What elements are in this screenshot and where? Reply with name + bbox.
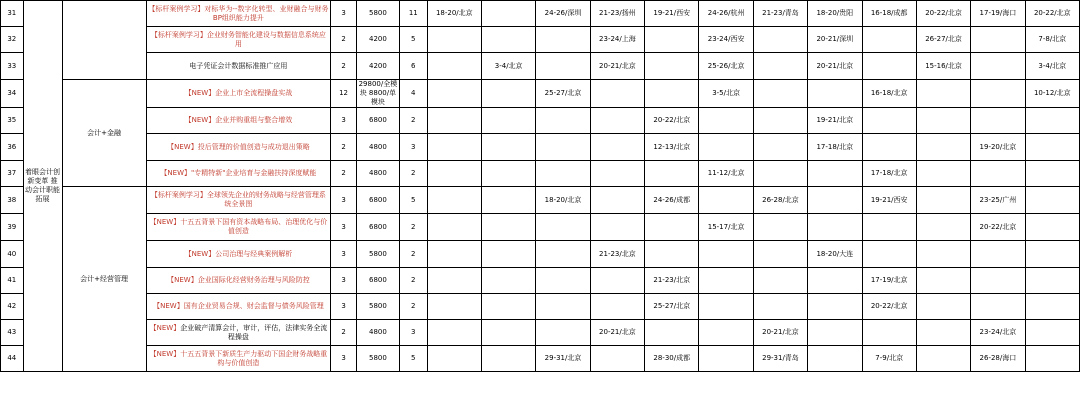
month-cell: 17-19/北京: [862, 268, 916, 294]
month-cell: 16-18/北京: [862, 80, 916, 108]
days: 2: [331, 320, 357, 346]
month-cell: [590, 187, 644, 214]
session-count: 3: [399, 320, 427, 346]
month-cell: 21-23/北京: [590, 241, 644, 268]
month-cell: [753, 268, 807, 294]
month-cell: [808, 346, 862, 372]
course-name: 【NEW】企业国际化经营财务治理与风险防控: [146, 268, 331, 294]
month-cell: 21-23/北京: [645, 268, 699, 294]
session-count: 6: [399, 53, 427, 80]
course-name: 【NEW】公司治理与经典案例解析: [146, 241, 331, 268]
month-cell: 17-18/北京: [808, 134, 862, 161]
month-cell: 20-22/北京: [916, 1, 970, 27]
month-cell: 23-24/北京: [971, 320, 1025, 346]
table-row: [1, 161, 1080, 187]
month-cell: 20-22/北京: [1025, 1, 1079, 27]
month-cell: [1025, 268, 1079, 294]
price: 6800: [356, 108, 399, 134]
row-index: 44: [1, 346, 24, 372]
course-name: 【标杆案例学习】企业财务智能化建设与数据信息系统应用: [146, 27, 331, 53]
month-cell: 28-30/成都: [645, 346, 699, 372]
month-cell: 26-27/北京: [916, 27, 970, 53]
month-cell: [699, 134, 753, 161]
month-cell: 23-24/西安: [699, 27, 753, 53]
price: 5800: [356, 346, 399, 372]
month-cell: [481, 187, 535, 214]
month-cell: 24-26/杭州: [699, 1, 753, 27]
month-cell: [753, 161, 807, 187]
group-label: 会计+金融: [62, 80, 146, 187]
month-cell: [753, 80, 807, 108]
month-cell: [590, 214, 644, 241]
month-cell: [753, 53, 807, 80]
month-cell: [427, 241, 481, 268]
month-cell: [481, 268, 535, 294]
row-index: 34: [1, 80, 24, 108]
month-cell: 24-26/深圳: [536, 1, 590, 27]
table-row: [1, 268, 1080, 294]
group-label: 会计+经营管理: [62, 187, 146, 372]
month-cell: [536, 320, 590, 346]
price: 5800: [356, 294, 399, 320]
month-cell: [916, 214, 970, 241]
course-name: 【NEW】企业上市全流程操盘实战: [146, 80, 331, 108]
month-cell: [862, 134, 916, 161]
table-row: [1, 108, 1080, 134]
month-cell: [862, 53, 916, 80]
course-name: 【标杆案例学习】全球领先企业的财务战略与经营管理系统全景图: [146, 187, 331, 214]
month-cell: [427, 346, 481, 372]
month-cell: [916, 268, 970, 294]
month-cell: [590, 108, 644, 134]
month-cell: [699, 187, 753, 214]
month-cell: [971, 80, 1025, 108]
session-count: 2: [399, 214, 427, 241]
month-cell: [916, 108, 970, 134]
price: 6800: [356, 268, 399, 294]
price: 4800: [356, 320, 399, 346]
month-cell: [536, 294, 590, 320]
month-cell: [536, 241, 590, 268]
days: 3: [331, 346, 357, 372]
table-row: [1, 187, 1080, 214]
month-cell: [753, 108, 807, 134]
row-index: 39: [1, 214, 24, 241]
month-cell: [971, 161, 1025, 187]
month-cell: [427, 27, 481, 53]
table-row: [1, 80, 1080, 108]
price: 4800: [356, 161, 399, 187]
month-cell: 3-4/北京: [481, 53, 535, 80]
month-cell: 18-20/大连: [808, 241, 862, 268]
row-index: 36: [1, 134, 24, 161]
month-cell: [481, 320, 535, 346]
row-index: 32: [1, 27, 24, 53]
group-cell-empty: [62, 1, 146, 80]
month-cell: [808, 80, 862, 108]
session-count: 3: [399, 134, 427, 161]
month-cell: [862, 241, 916, 268]
month-cell: [590, 161, 644, 187]
month-cell: 3-4/北京: [1025, 53, 1079, 80]
month-cell: 19-21/北京: [808, 108, 862, 134]
month-cell: [862, 214, 916, 241]
month-cell: [536, 161, 590, 187]
session-count: 5: [399, 27, 427, 53]
month-cell: [916, 294, 970, 320]
month-cell: [1025, 294, 1079, 320]
month-cell: [536, 214, 590, 241]
month-cell: 23-25/广州: [971, 187, 1025, 214]
row-index: 37: [1, 161, 24, 187]
month-cell: [427, 134, 481, 161]
month-cell: [1025, 320, 1079, 346]
price: 4200: [356, 27, 399, 53]
month-cell: [916, 346, 970, 372]
month-cell: [427, 80, 481, 108]
month-cell: [481, 161, 535, 187]
course-name: 【NEW】投后管理的价值创造与成功退出策略: [146, 134, 331, 161]
month-cell: 18-20/北京: [536, 187, 590, 214]
price: 6800: [356, 214, 399, 241]
month-cell: [971, 27, 1025, 53]
month-cell: 24-26/成都: [645, 187, 699, 214]
month-cell: [481, 108, 535, 134]
month-cell: [427, 294, 481, 320]
month-cell: [645, 80, 699, 108]
table-row: [1, 214, 1080, 241]
row-index: 38: [1, 187, 24, 214]
month-cell: [427, 320, 481, 346]
row-index: 41: [1, 268, 24, 294]
month-cell: [427, 268, 481, 294]
month-cell: [481, 80, 535, 108]
month-cell: [1025, 346, 1079, 372]
month-cell: [536, 27, 590, 53]
month-cell: 17-19/海口: [971, 1, 1025, 27]
month-cell: [808, 268, 862, 294]
days: 2: [331, 161, 357, 187]
month-cell: 19-21/西安: [862, 187, 916, 214]
month-cell: [808, 161, 862, 187]
month-cell: [699, 294, 753, 320]
price: 29800/全模块 8800/单模块: [356, 80, 399, 108]
month-cell: [645, 161, 699, 187]
month-cell: [1025, 214, 1079, 241]
course-name: 【NEW】十五五背景下国有资本战略布局、治理优化与价值创造: [146, 214, 331, 241]
month-cell: 12-13/北京: [645, 134, 699, 161]
course-name: 【NEW】十五五背景下新质生产力驱动下国企财务战略重构与价值创造: [146, 346, 331, 372]
session-count: 2: [399, 294, 427, 320]
month-cell: [481, 241, 535, 268]
month-cell: [590, 294, 644, 320]
month-cell: [481, 214, 535, 241]
month-cell: 15-16/北京: [916, 53, 970, 80]
month-cell: 26-28/北京: [753, 187, 807, 214]
month-cell: [645, 214, 699, 241]
session-count: 11: [399, 1, 427, 27]
month-cell: 18-20/贵阳: [808, 1, 862, 27]
table-row: [1, 27, 1080, 53]
table-row: [1, 320, 1080, 346]
month-cell: [590, 80, 644, 108]
month-cell: [590, 134, 644, 161]
month-cell: [862, 320, 916, 346]
session-count: 5: [399, 187, 427, 214]
days: 2: [331, 134, 357, 161]
month-cell: [536, 134, 590, 161]
month-cell: 20-21/北京: [808, 53, 862, 80]
table-row: [1, 1, 1080, 27]
month-cell: 3-5/北京: [699, 80, 753, 108]
month-cell: [481, 134, 535, 161]
days: 2: [331, 27, 357, 53]
month-cell: [699, 346, 753, 372]
month-cell: 19-20/北京: [971, 134, 1025, 161]
days: 3: [331, 294, 357, 320]
month-cell: [971, 294, 1025, 320]
month-cell: 11-12/北京: [699, 161, 753, 187]
price: 6800: [356, 187, 399, 214]
section-label: 着眼会计创新变革 推动会计职能拓展: [23, 1, 62, 372]
month-cell: 23-24/上海: [590, 27, 644, 53]
month-cell: [481, 27, 535, 53]
row-index: 31: [1, 1, 24, 27]
month-cell: [590, 268, 644, 294]
month-cell: 20-22/北京: [971, 214, 1025, 241]
month-cell: [427, 108, 481, 134]
price: 5800: [356, 1, 399, 27]
table-body: [1, 1, 1080, 372]
session-count: 2: [399, 268, 427, 294]
table-row: [1, 241, 1080, 268]
month-cell: 20-22/北京: [862, 294, 916, 320]
month-cell: [481, 1, 535, 27]
month-cell: [971, 241, 1025, 268]
month-cell: 20-21/北京: [590, 320, 644, 346]
month-cell: [971, 53, 1025, 80]
month-cell: [753, 134, 807, 161]
month-cell: [753, 214, 807, 241]
month-cell: [481, 294, 535, 320]
month-cell: 20-21/深圳: [808, 27, 862, 53]
course-name: 【NEW】国有企业贸易合规、财会监督与债务风险管理: [146, 294, 331, 320]
session-count: 5: [399, 346, 427, 372]
month-cell: [481, 346, 535, 372]
days: 3: [331, 214, 357, 241]
days: 2: [331, 53, 357, 80]
month-cell: [427, 161, 481, 187]
month-cell: [916, 241, 970, 268]
month-cell: 7-8/北京: [1025, 27, 1079, 53]
month-cell: [862, 108, 916, 134]
days: 3: [331, 1, 357, 27]
month-cell: [536, 268, 590, 294]
days: 3: [331, 108, 357, 134]
days: 3: [331, 268, 357, 294]
month-cell: [862, 27, 916, 53]
session-count: 2: [399, 108, 427, 134]
month-cell: [427, 187, 481, 214]
session-count: 4: [399, 80, 427, 108]
month-cell: [916, 187, 970, 214]
course-name: 电子凭证会计数据标准推广应用: [146, 53, 331, 80]
days: 3: [331, 241, 357, 268]
month-cell: 21-23/扬州: [590, 1, 644, 27]
month-cell: 16-18/成都: [862, 1, 916, 27]
row-index: 35: [1, 108, 24, 134]
month-cell: [645, 27, 699, 53]
month-cell: 25-27/北京: [536, 80, 590, 108]
month-cell: [645, 53, 699, 80]
month-cell: [699, 320, 753, 346]
month-cell: [808, 294, 862, 320]
month-cell: [590, 346, 644, 372]
month-cell: [1025, 108, 1079, 134]
month-cell: 20-21/北京: [590, 53, 644, 80]
month-cell: [1025, 187, 1079, 214]
month-cell: 20-21/北京: [753, 320, 807, 346]
course-name: 【NEW】企业破产清算会计，审计，评估，法律实务全流程操盘: [146, 320, 331, 346]
month-cell: 29-31/北京: [536, 346, 590, 372]
month-cell: [916, 161, 970, 187]
month-cell: [536, 108, 590, 134]
month-cell: 21-23/青岛: [753, 1, 807, 27]
course-name: 【标杆案例学习】对标华为--数字化转型、业财融合与财务BP组织能力提升: [146, 1, 331, 27]
month-cell: [808, 214, 862, 241]
month-cell: [699, 268, 753, 294]
month-cell: 19-21/西安: [645, 1, 699, 27]
session-count: 2: [399, 241, 427, 268]
row-index: 40: [1, 241, 24, 268]
price: 5800: [356, 241, 399, 268]
month-cell: [1025, 134, 1079, 161]
month-cell: 15-17/北京: [699, 214, 753, 241]
course-name: 【NEW】"专精特新"企业培育与金融扶持深度赋能: [146, 161, 331, 187]
month-cell: 17-18/北京: [862, 161, 916, 187]
table-row: [1, 134, 1080, 161]
month-cell: [699, 241, 753, 268]
month-cell: [808, 187, 862, 214]
course-name: 【NEW】企业并购重组与整合增效: [146, 108, 331, 134]
row-index: 42: [1, 294, 24, 320]
month-cell: [536, 53, 590, 80]
month-cell: 29-31/青岛: [753, 346, 807, 372]
month-cell: [699, 108, 753, 134]
month-cell: 26-28/海口: [971, 346, 1025, 372]
month-cell: [1025, 241, 1079, 268]
month-cell: [427, 53, 481, 80]
month-cell: 25-27/北京: [645, 294, 699, 320]
days: 12: [331, 80, 357, 108]
month-cell: [753, 294, 807, 320]
table-row: [1, 346, 1080, 372]
month-cell: [916, 80, 970, 108]
month-cell: [753, 27, 807, 53]
days: 3: [331, 187, 357, 214]
month-cell: 20-22/北京: [645, 108, 699, 134]
month-cell: [971, 268, 1025, 294]
month-cell: 10-12/北京: [1025, 80, 1079, 108]
table-row: [1, 53, 1080, 80]
month-cell: [645, 320, 699, 346]
month-cell: [808, 320, 862, 346]
month-cell: [971, 108, 1025, 134]
row-index: 33: [1, 53, 24, 80]
month-cell: 18-20/北京: [427, 1, 481, 27]
month-cell: [427, 214, 481, 241]
table-row: [1, 294, 1080, 320]
month-cell: [753, 241, 807, 268]
month-cell: [1025, 161, 1079, 187]
session-count: 2: [399, 161, 427, 187]
row-index: 43: [1, 320, 24, 346]
month-cell: [916, 320, 970, 346]
price: 4800: [356, 134, 399, 161]
month-cell: [916, 134, 970, 161]
month-cell: 25-26/北京: [699, 53, 753, 80]
month-cell: 7-9/北京: [862, 346, 916, 372]
price: 4200: [356, 53, 399, 80]
month-cell: [645, 241, 699, 268]
